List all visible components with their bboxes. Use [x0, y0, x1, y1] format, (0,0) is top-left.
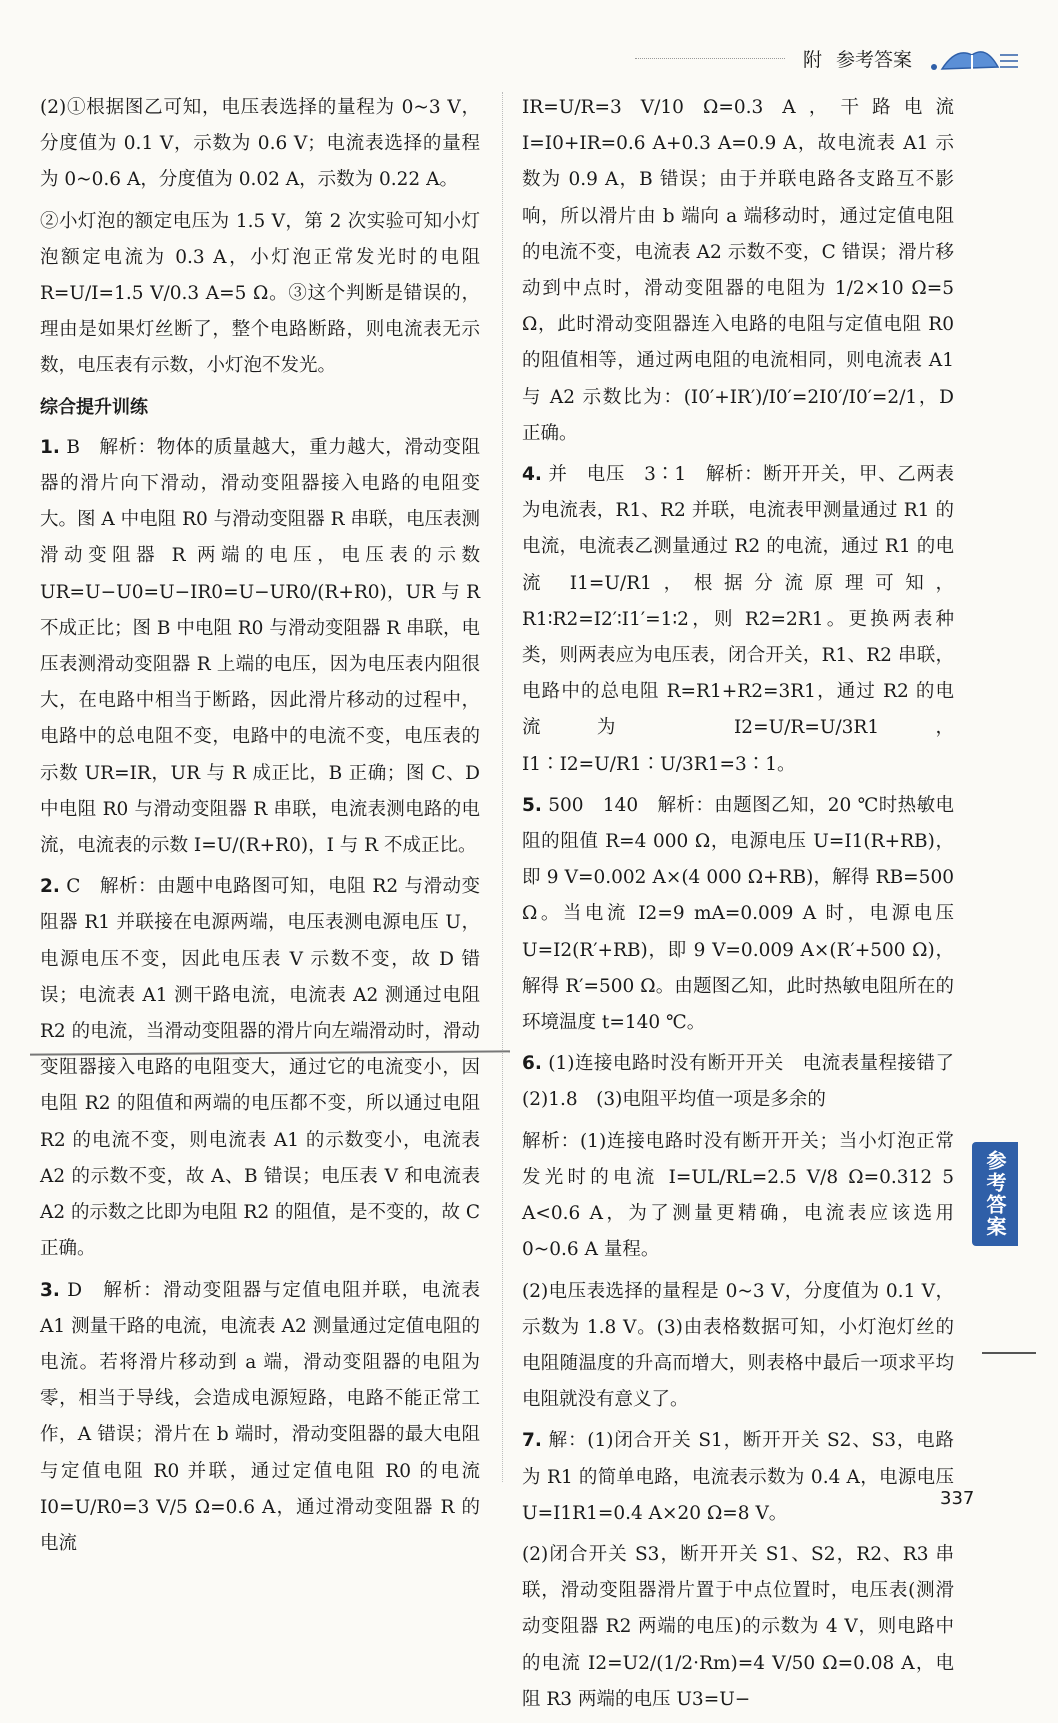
header-rule — [635, 58, 785, 59]
answer-item — [522, 1046, 973, 1118]
question-number: 1. — [40, 436, 60, 458]
answer-text: 500 140 解析：由题图乙知，20 ℃时热敏电阻的阻值 R=4 000 Ω，电源电压 U=I1(R+RB)，即 9 V=0.002 A×(4 000 Ω+RB)，解得 RB=500 Ω。当电流 I2=9 mA=0.009 A 时，电源电压 U=I2(R′+RB)，即 9 V=0.009 A×(R′+500 Ω)，解得 R′=500 Ω。由题图乙知，此时热敏电阻所在的环境温度 t=140 ℃。 — [522, 794, 954, 1034]
header-fu: 附 — [802, 48, 822, 71]
page-number: 337 — [940, 1488, 975, 1509]
answer-text: D 解析：滑动变阻器与定值电阻并联，电流表 A1 测量干路的电流，电流表 A2 测量通过定值电阻的电流。若将滑片移动到 a 端，滑动变阻器的电阻为零，相当于导线，会造成电源短路，电路不能正常工作，A 错误；滑片在 b 端时，滑动变阻器的最大电阻与定值电阻 R0 并联，通过定值电阻 R0 的电流 I0=U/R0=3 V/5 Ω=0.6 A，通过滑动变阻器 R 的电流 — [40, 1279, 480, 1554]
section-heading: 综合提升训练 — [40, 396, 148, 418]
paragraph: (2)①根据图乙可知，电压表选择的量程为 0~3 V，分度值为 0.1 V，示数为 0.6 V；电流表选择的量程为 0~0.6 A，分度值为 0.02 A，示数为 0.22 A。 — [40, 97, 480, 191]
side-tab-answers: 参考答案 — [972, 1142, 1018, 1246]
paragraph: 解析：(1)连接电路时没有断开开关；当小灯泡正常发光时的电流 I=UL/RL=2.5 V/8 Ω=0.312 5 A<0.6 A，为了测量更精确，电流表应该选用 0~0.6 A 量程。 — [522, 1130, 954, 1261]
question-number: 5. — [522, 794, 542, 816]
column-divider — [502, 92, 503, 1482]
side-rule — [982, 1352, 1036, 1354]
paragraph: (2)闭合开关 S3，断开开关 S1、S2，R2、R3 串联，滑动变阻器滑片置于中点位置时，电压表(测滑动变阻器 R2 两端的电压)的示数为 4 V，则电路中的电流 I2=U2/(1/2·Rm)=4 V/50 Ω=0.08 A，电阻 R3 两端的电压 U3=U− — [522, 1543, 954, 1710]
page-header — [635, 40, 1018, 76]
answer-item — [522, 788, 954, 1041]
answer-text: B 解析：物体的质量越大，重力越大，滑动变阻器的滑片向下滑动，滑动变阻器接入电路的电阻变大。图 A 中电阻 R0 与滑动变阻器 R 串联，电压表测滑动变阻器 R 两端的电压，电压表的示数 UR=U−U0=U−IR0=U−UR0/(R+R0)，UR 与 R 不成正比；图 B 中电阻 R0 与滑动变阻器 R 串联，电压表测滑动变阻器 R 上端的电压，因为电压表内阻很大，在电路中相当于断路，因此滑片移动的过程中，电路中的总电阻不变，电路中的电流不变，电压表的示数 UR=IR，UR 与 R 成正比，B 正确；图 C、D 中电阻 R0 与滑动变阻器 R 串联，电流表测电路的电流，电流表的示数 I=U/(R+R0)，I 与 R 不成正比。 — [40, 436, 481, 857]
header-title: 参考答案 — [835, 48, 912, 71]
paragraph: ②小灯泡的额定电压为 1.5 V，第 2 次实验可知小灯泡额定电流为 0.3 A，小灯泡正常发光时的电阻 R=U/I=1.5 V/0.3 A=5 Ω。③这个判断是错误的，理由是如果灯丝断了，整个电路断路，则电流表无示数，电压表有示数，小灯泡不发光。 — [40, 210, 480, 377]
question-number: 3. — [40, 1279, 60, 1301]
paragraph: (2)电压表选择的量程是 0~3 V，分度值为 0.1 V，示数为 1.8 V。(3)由表格数据可知，小灯泡灯丝的电阻随温度的升高而增大，则表格中最后一项求平均电阻就没有意义了。 — [522, 1280, 954, 1411]
answer-text: 并 电压 3∶1 解析：断开开关，甲、乙两表为电流表，R1、R2 并联，电流表甲测量通过 R1 的电流，电流表乙测量通过 R2 的电流，通过 R1 的电流 I1=U/R1，根据分流原理可知，R1∶R2=I2′∶I1′=1∶2，则 R2=2R1。更换两表种类，则两表应为电压表，闭合开关，R1、R2 串联，电路中的总电阻 R=R1+R2=3R1，通过 R2 的电流为 I2=U/R=U/3R1，I1∶I2=U/R1∶U/3R1=3∶1。 — [522, 464, 954, 775]
paragraph: IR=U/R=3 V/10 Ω=0.3 A，干路电流 I=I0+IR=0.6 A+0.3 A=0.9 A，故电流表 A1 示数为 0.9 A，B 错误；由于并联电路各支路互不影响，所以滑片由 b 端向 a 端移动时，通过定值电阻的电流不变，电流表 A2 示数不变，C 错误；滑片移动到中点时，滑动变阻器的电阻为 1/2×10 Ω=5 Ω，此时滑动变阻器连入电路的电阻与定值电阻 R0 的阻值相等，通过两电阻的电流相同，则电流表 A1 与 A2 示数比为：(I0′+IR′)/I0′=2I0′/I0′=2/1，D 正确。 — [522, 97, 954, 444]
question-number: 4. — [522, 464, 542, 486]
answer-item — [40, 869, 480, 1267]
answer-text: (1)连接电路时没有断开开关 电流表量程接错了 (2)1.8 (3)电阻平均值一项是多余的 — [522, 1053, 973, 1111]
book-logo-icon — [926, 41, 1018, 75]
answer-item — [522, 1423, 954, 1532]
left-column — [40, 90, 480, 1567]
question-number: 2. — [40, 876, 60, 898]
answer-item — [40, 1273, 480, 1563]
question-number: 7. — [522, 1430, 542, 1452]
question-number: 6. — [522, 1053, 542, 1075]
answer-item — [40, 430, 480, 864]
answer-text: 解：(1)闭合开关 S1，断开开关 S2、S3，电路为 R1 的简单电路，电流表示数为 0.4 A，电源电压 U=I1R1=0.4 A×20 Ω=8 V。 — [522, 1430, 954, 1524]
answer-item — [522, 457, 954, 783]
answer-text: C 解析：由题中电路图可知，电阻 R2 与滑动变阻器 R1 并联接在电源两端，电压表测电源电压 U，电源电压不变，因此电压表 V 示数不变，故 D 错误；电流表 A1 测干路电流，电流表 A2 测通过电阻 R2 的电流，当滑动变阻器的滑片向左端滑动时，滑动变阻器接入电路的电阻变大，通过它的电流变小，因电阻 R2 的阻值和两端的电压都不变，所以通过电阻 R2 的电流不变，则电流表 A1 的示数变小，电流表 A2 的示数不变，故 A、B 错误；电压表 V 和电流表 A2 的示数之比即为电阻 R2 的阻值，是不变的，故 C 正确。 — [40, 876, 481, 1260]
